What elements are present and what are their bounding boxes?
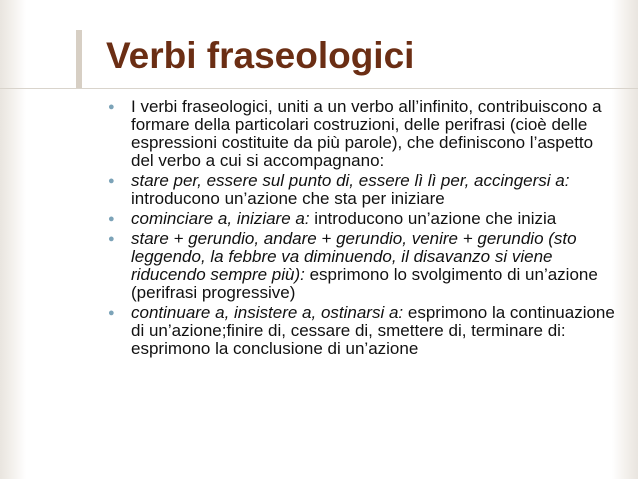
bullet-list xyxy=(108,98,620,360)
bullet-icon: ● xyxy=(108,101,115,113)
bullet-item-3 xyxy=(108,210,620,228)
bullet-text: esprimono lo svolgimento di un’azione (perifrasi progressive) xyxy=(131,265,598,302)
bullet-text: esprimono la continuazione di un’azione;finire di, cessare di, smettere di, terminare di: esprimono la conclusione di un’azione xyxy=(131,303,615,358)
bullet-italic-text: continuare a, insistere a, ostinarsi a: xyxy=(131,303,404,322)
slide-title: Verbi fraseologici xyxy=(106,35,415,76)
bullet-icon: ● xyxy=(108,233,115,245)
title-accent-bar xyxy=(76,30,82,88)
bullet-italic-text: stare per, essere sul punto di, essere lì lì per, accingersi a: xyxy=(131,171,570,190)
bullet-italic-text: stare + gerundio, andare + gerundio, venire + gerundio (sto leggendo, la febbre va diminuendo, il disavanzo si viene riducendo sempre più): xyxy=(131,229,577,284)
bullet-text: introducono un’azione che sta per iniziare xyxy=(131,189,445,208)
bullet-text: I verbi fraseologici, uniti a un verbo all’infinito, contribuiscono a formare della particolari costruzioni, delle perifrasi (cioè delle espressioni costituite da più parole), che definiscono l’aspetto del verbo a cui si accompagnano: xyxy=(131,97,602,170)
bullet-icon: ● xyxy=(108,175,115,187)
slide-left-edge-shading xyxy=(0,0,26,479)
bullet-item-1 xyxy=(108,98,620,170)
bullet-item-2 xyxy=(108,172,620,208)
bullet-text: introducono un’azione che inizia xyxy=(309,209,557,228)
bullet-italic-text: cominciare a, iniziare a: xyxy=(131,209,310,228)
title-divider xyxy=(0,88,638,89)
bullet-icon: ● xyxy=(108,213,115,225)
bullet-icon: ● xyxy=(108,307,115,319)
bullet-item-5 xyxy=(108,304,620,358)
bullet-item-4 xyxy=(108,230,620,302)
